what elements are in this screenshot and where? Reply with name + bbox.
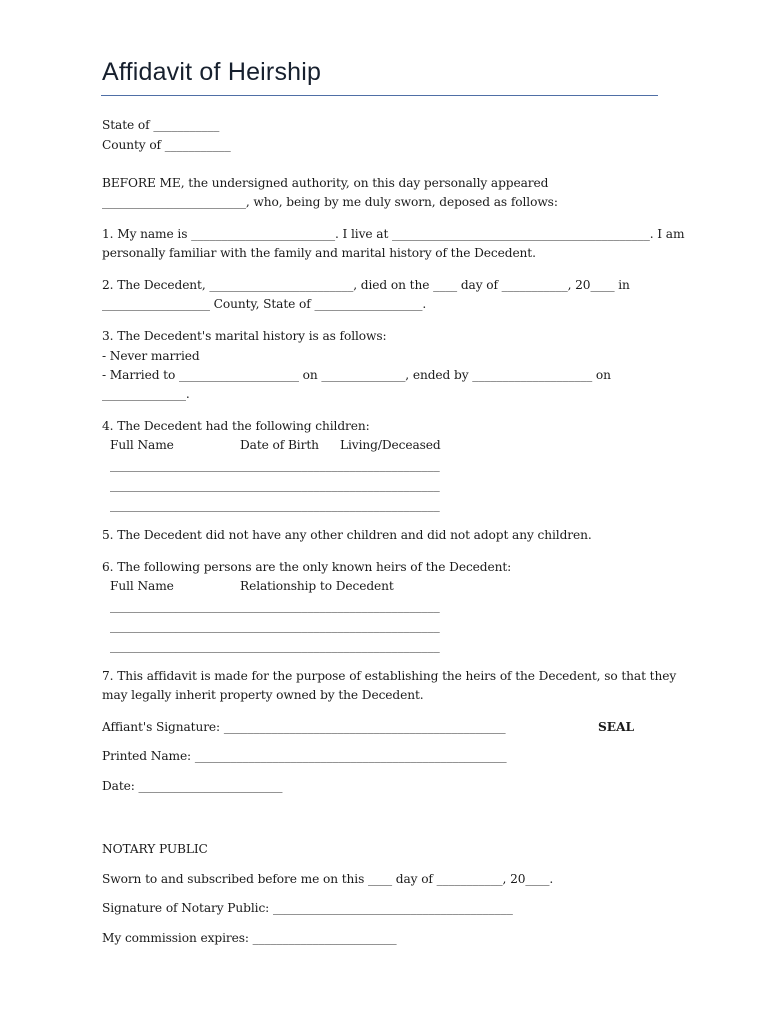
- date-field: Date: ________________________: [102, 779, 283, 793]
- commission-expires-field: My commission expires: ________________________: [102, 931, 397, 945]
- item-2-line-1: 2. The Decedent, ________________________, died on the ____ day of ___________, 20____ in: [102, 278, 630, 292]
- item-5: 5. The Decedent did not have any other children and did not adopt any children.: [102, 528, 592, 542]
- before-me-line-2: ________________________, who, being by me duly sworn, deposed as follows:: [102, 195, 558, 209]
- item-7-line-1: 7. This affidavit is made for the purpose of establishing the heirs of the Decedent, so that they: [102, 669, 677, 683]
- state-field: State of ___________: [102, 118, 220, 132]
- notary-signature-field: Signature of Notary Public: ________________________________________: [102, 901, 513, 915]
- item-6-heading: 6. The following persons are the only known heirs of the Decedent:: [102, 560, 512, 574]
- seal-label: SEAL: [598, 720, 635, 734]
- children-col-living-deceased: Living/Deceased: [340, 438, 441, 452]
- item-1-line-2: personally familiar with the family and marital history of the Decedent.: [102, 246, 536, 260]
- notary-heading: NOTARY PUBLIC: [102, 842, 208, 856]
- item-3-never-married: - Never married: [102, 349, 200, 363]
- heirs-row: _______________________________________________________: [110, 619, 440, 633]
- heirs-col-full-name: Full Name: [110, 579, 174, 593]
- title-divider: [101, 95, 658, 96]
- children-col-date-of-birth: Date of Birth: [240, 438, 319, 452]
- item-1-line-1: 1. My name is ________________________. I live at ___________________________________________. I am: [102, 227, 685, 241]
- county-field: County of ___________: [102, 138, 231, 152]
- sworn-subscribed-line: Sworn to and subscribed before me on this ____ day of ___________, 20____.: [102, 872, 554, 886]
- item-3-married-to: - Married to ____________________ on ______________, ended by ____________________ on: [102, 368, 611, 382]
- children-row: _______________________________________________________: [110, 458, 440, 472]
- item-2-line-2: __________________ County, State of __________________.: [102, 297, 427, 311]
- heirs-col-relationship: Relationship to Decedent: [240, 579, 394, 593]
- item-7-line-2: may legally inherit property owned by the Decedent.: [102, 688, 424, 702]
- children-col-full-name: Full Name: [110, 438, 174, 452]
- heirs-row: _______________________________________________________: [110, 639, 440, 653]
- page-title: Affidavit of Heirship: [102, 58, 322, 86]
- item-4-column-headers: [110, 437, 510, 453]
- printed-name-field: Printed Name: ____________________________________________________: [102, 749, 507, 763]
- heirs-row: _______________________________________________________: [110, 599, 440, 613]
- children-row: _______________________________________________________: [110, 478, 440, 492]
- item-3-heading: 3. The Decedent's marital history is as follows:: [102, 329, 387, 343]
- item-6-column-headers: [110, 578, 510, 594]
- item-3-end-date: ______________.: [102, 387, 190, 401]
- before-me-line-1: BEFORE ME, the undersigned authority, on this day personally appeared: [102, 176, 549, 190]
- item-4-heading: 4. The Decedent had the following children:: [102, 419, 370, 433]
- affiant-signature-field: Affiant's Signature: _______________________________________________: [102, 720, 506, 734]
- children-row: _______________________________________________________: [110, 498, 440, 512]
